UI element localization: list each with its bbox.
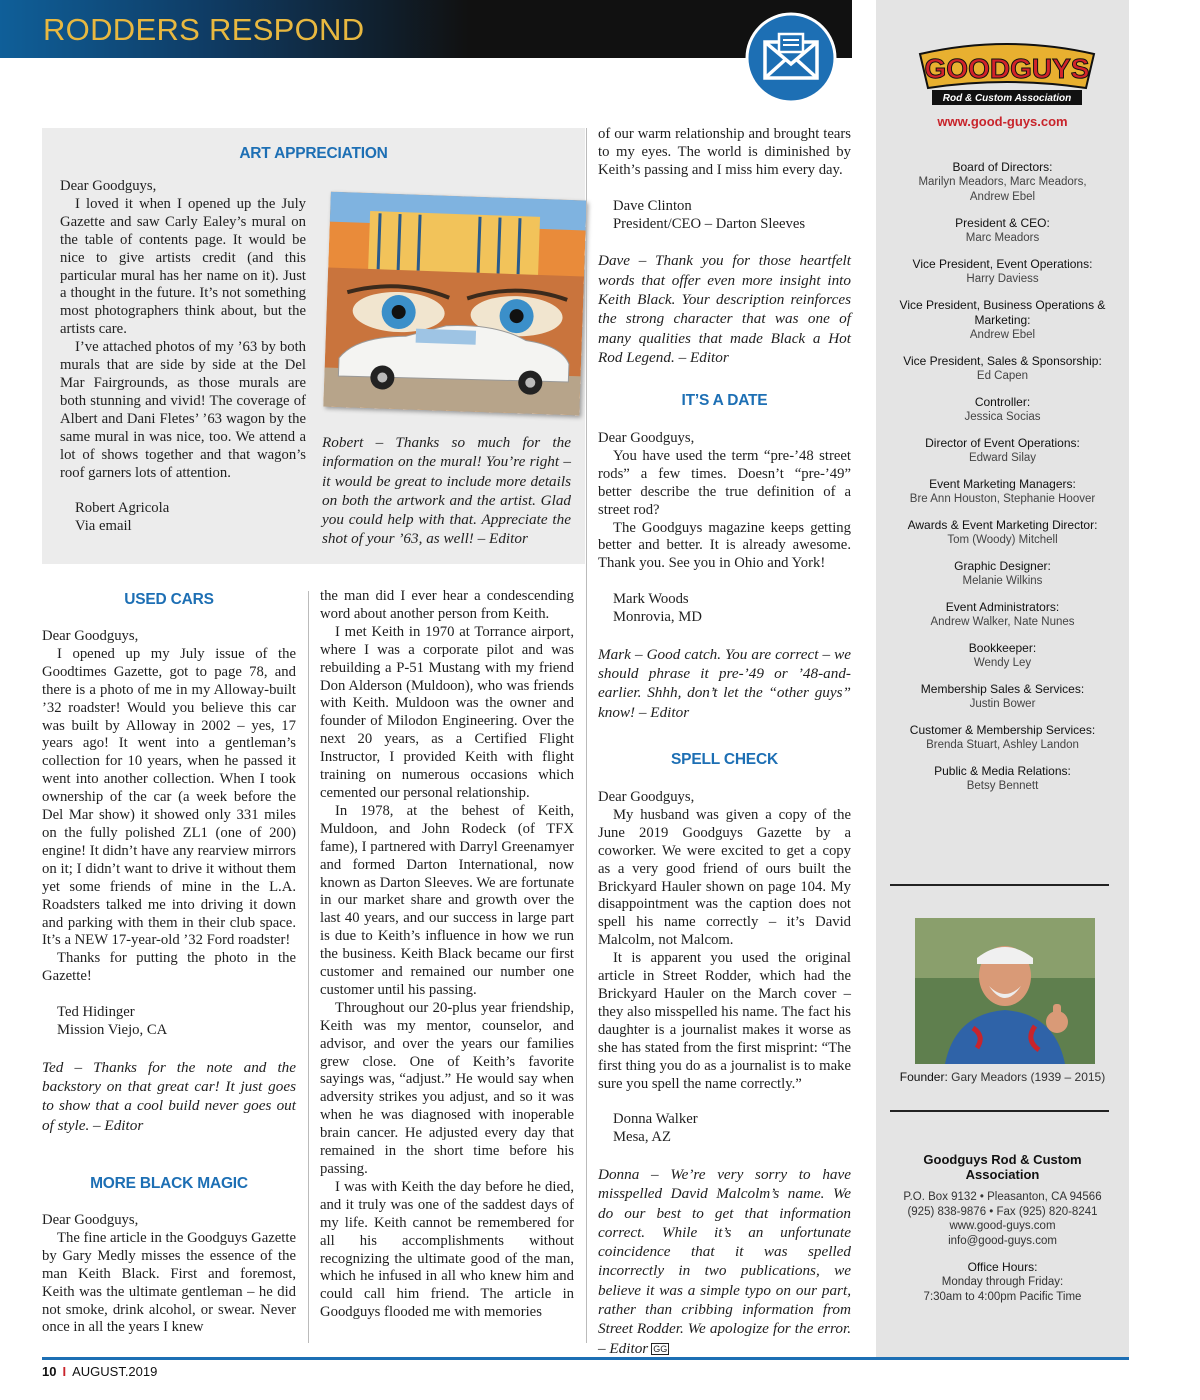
association-url[interactable]: www.good-guys.com [949, 1220, 1056, 1232]
salutation: Dear Goodguys, [42, 628, 139, 644]
page-footer [42, 1364, 157, 1379]
staff-role: Vice President, Event Operations: [912, 257, 1093, 271]
logo-subtitle: Rod & Custom Association [942, 93, 1072, 104]
paragraph: I met Keith in 1970 at Torrance airport, where I was a corporate pilot and was rebuilding a P-51 Mustang with my friend Don Alderson (Muldoon), who was friends with Keith. Muldoon was the owner and founder of Milodon Engineering. Over the next 20 years, as a Certified Flight Instructor, I provided Keith with flight training on numerous occasions which cemented our personal relationship. [320, 623, 574, 801]
staff-entry [876, 682, 1129, 712]
staff-names: Ed Capen [976, 370, 1029, 382]
association-contact [876, 1152, 1129, 1304]
paragraph: I was with Keith the day before he died, and it truly was one of the saddest days of my life. Keith cannot be remembered for all his accomplishments without recognizing the ultimate good of the man, which he infused in all who knew him and could call him friend. The article in Goodguys flooded me with memories [320, 1178, 574, 1321]
paragraph: Throughout our 20-plus year friendship, Keith was my mentor, counselor, and advisor, and over the years our families grew close. One of Keith’s favorite sayings was, “adjust.” He would say when adversity strikes you adjust, and so it was when he was diagnosed with inoperable brain cancer. He adjusted every day that remained in the short time before his passing. [320, 999, 574, 1177]
staff-list [876, 160, 1129, 805]
paragraph: Thanks for putting the photo in the Gazette! [42, 950, 296, 985]
staff-role: Director of Event Operations: [925, 436, 1080, 450]
reply-art-appreciation: Robert – Thanks so much for the information on the mural! You’re right – it would be great to include more details on both the artwork and the artist. Glad you could help with that. Appreciate the shot of your ’63, as well! – Editor [322, 434, 571, 548]
divider [890, 1110, 1109, 1112]
staff-entry [876, 600, 1129, 630]
paragraph: I opened up my July issue of the Goodtimes Gazette, got to page 78, and there is a photo of me in my Alloway-built ’32 roadster! Would you believe this car was built by Alloway in 2002 – yes, 17 years ago! It went into a gentleman’s collection for 10 years, when he passed it went into another collection. When I took ownership of the car (a week before the Del Mar show) it showed only 331 miles on the fully polished ZL1 (one of 200) engine! It didn’t have any rearview mirrors on it; I didn’t want to drive it without them yet some friends of mine in the L.A. Roadsters talked me into driving it down and parking with them in their club space. It’s a NEW 17-year-old ’32 Ford roadster! [42, 645, 296, 949]
paragraph: The Goodguys magazine keeps getting better and better. It is already awesome. Thank you. See you in Ohio and York! [598, 519, 851, 572]
staff-entry [876, 354, 1129, 384]
staff-entry [876, 723, 1129, 753]
goodguys-logo [914, 40, 1100, 108]
staff-role: Customer & Membership Services: [909, 723, 1096, 737]
column-divider [308, 591, 309, 1343]
salutation: Dear Goodguys, [598, 789, 695, 805]
office-hours-time: 7:30am to 4:00pm Pacific Time [923, 1290, 1082, 1303]
staff-names: Brenda Stuart, Ashley Landon [926, 739, 1079, 751]
signature-location: Mission Viejo, CA [57, 1021, 168, 1038]
header-bar [0, 0, 852, 58]
signature-location: Mesa, AZ [613, 1129, 671, 1146]
gg-logo-icon: GG [653, 1343, 668, 1354]
staff-role: Graphic Designer: [954, 559, 1051, 573]
reply-used-cars: Ted – Thanks for the note and the backstory on that great car! It just goes to show that a cool build never goes out of style. – Editor [42, 1058, 296, 1134]
staff-role: Vice President, Business Operations & Marketing: [899, 298, 1106, 327]
association-name: Goodguys Rod & Custom Association [923, 1152, 1082, 1182]
section-title: RODDERS RESPOND [43, 12, 365, 47]
staff-entry [876, 257, 1129, 287]
staff-names: Wendy Ley [973, 657, 1032, 669]
paragraph: The fine article in the Goodguys Gazette by Gary Medly misses the essence of the man Keith Black. First and foremost, Keith was the ultimate gentleman – he did not smoke, drink alcohol, or swear. Never once in all the years I knew [42, 1229, 296, 1336]
paragraph: My husband was given a copy of the June 2019 Goodguys Gazette by a coworker. We were excited to get a copy as a very good friend of ours built the Brickyard Hauler shown on page 104. My disappointment was the caption does not spell his name correctly – it’s David Malcolm, not Malcom. [598, 806, 851, 949]
staff-names: Betsy Bennett [966, 780, 1039, 792]
page-number: 10 [42, 1364, 57, 1379]
letter-more-black-magic-part1 [42, 1212, 296, 1337]
staff-names: Harry Daviess [966, 273, 1039, 285]
staff-role: Board of Directors: [952, 160, 1053, 174]
staff-role: President & CEO: [955, 216, 1050, 230]
staff-role: Awards & Event Marketing Director: [907, 518, 1098, 532]
divider [890, 884, 1109, 886]
staff-entry [876, 764, 1129, 794]
staff-names: Edward Silay [968, 452, 1037, 464]
office-hours-title: Office Hours: [967, 1260, 1038, 1274]
salutation: Dear Goodguys, [60, 178, 157, 194]
letter-more-black-magic-part3 [598, 126, 851, 367]
paragraph: It is apparent you used the original article in Street Rodder, which had the Brickyard Hauler on the March cover – they also misspelled his name. The fact his daughter is a journalist makes it worse as she has stated from the first misprint: “The first thing you do as a journalist is to make sure you spell the name correctly.” [598, 950, 851, 1092]
staff-role: Event Marketing Managers: [929, 477, 1076, 491]
logo-wordmark: GOODGUYS [924, 53, 1090, 84]
heading-used-cars: USED CARS [124, 591, 214, 608]
association-address: P.O. Box 9132 • Pleasanton, CA 94566 [903, 1191, 1102, 1203]
staff-names: Jessica Socias [964, 411, 1041, 423]
staff-entry [876, 641, 1129, 671]
staff-entry [876, 216, 1129, 246]
staff-role: Controller: [974, 395, 1031, 409]
letter-spell-check [598, 789, 851, 1358]
signature-name: Dave Clinton [613, 197, 692, 214]
signature-name: Mark Woods [613, 591, 689, 608]
paragraph: In 1978, at the behest of Keith, Muldoon, and John Rodeck (of TFX fame), I partnered with Darryl Greenamyer and formed Darton International, now known as Darton Sleeves. We are fortunate in our market share and growth over the last 40 years, and our success in large part is due to Keith’s influence in how we run the business. Keith Black became our first customer and remained our number one customer until his passing. [320, 802, 574, 998]
issue-date: AUGUST.2019 [72, 1364, 158, 1379]
letter-art-appreciation [60, 178, 306, 536]
masthead-sidebar [876, 0, 1129, 1358]
staff-role: Bookkeeper: [968, 641, 1037, 655]
reply-more-black-magic: Dave – Thank you for those heartfelt words that offer even more insight into Keith Black. Your description reinforces the strong character that was one of many qualities that made Black a Hot Rod Legend. – Editor [598, 252, 851, 366]
staff-entry [876, 395, 1129, 425]
envelope-icon [745, 12, 837, 104]
reply-spell-check [598, 1165, 851, 1358]
staff-entry [876, 559, 1129, 589]
staff-entry [876, 477, 1129, 507]
founder-label: Founder: [899, 1070, 948, 1084]
founder-caption [876, 1070, 1129, 1084]
salutation: Dear Goodguys, [598, 430, 695, 446]
heading-its-a-date: IT’S A DATE [681, 392, 768, 409]
staff-names: Bre Ann Houston, Stephanie Hoover [909, 493, 1096, 505]
letter-its-a-date [598, 430, 851, 722]
paragraph: I’ve attached photos of my ’63 by both murals that are side by side at the Del Mar Fairgrounds, as those murals are both stunning and vivid! The coverage of Albert and Dani Fletes’ ’63 wagon by the same mural in was nice, too. We attend a lot of shows together and that wagon’s roof garners lots of attention. [60, 339, 306, 481]
website-url[interactable]: www.good-guys.com [937, 114, 1068, 129]
letter-used-cars [42, 628, 296, 1135]
staff-names: Andrew Walker, Nate Nunes [930, 616, 1075, 628]
paragraph: the man did I ever hear a condescending word about another person from Keith. [320, 588, 574, 622]
founder-name: Gary Meadors (1939 – 2015) [951, 1070, 1106, 1084]
staff-role: Membership Sales & Services: [920, 682, 1085, 696]
heading-more-black-magic: MORE BLACK MAGIC [90, 1175, 248, 1192]
signature-name: Ted Hidinger [57, 1004, 135, 1021]
signature-location: Monrovia, MD [613, 609, 702, 626]
staff-role: Event Administrators: [945, 600, 1060, 614]
association-email[interactable]: info@good-guys.com [948, 1234, 1057, 1247]
staff-entry [876, 160, 1129, 205]
staff-names: Andrew Ebel [969, 329, 1036, 341]
reply-text: Donna – We’re very sorry to have misspelled David Malcolm’s name. We do our best to get that information correct. While it’s an unfortunate coincidence that it was spelled incorrectly in two publications, we believe it was a simple typo on our part, rather than cribbing information from Street Rodder. We apologize for the error. – Editor [598, 1166, 851, 1357]
paragraph: You have used the term “pre-’48 street rods” a few times. Doesn’t “pre-’49” better describe the true definition of a street rod? [598, 447, 851, 518]
staff-names: Tom (Woody) Mitchell [947, 534, 1058, 546]
staff-names: Justin Bower [969, 698, 1036, 710]
staff-names: Marc Meadors [965, 232, 1040, 244]
heading-spell-check: SPELL CHECK [671, 751, 778, 768]
signature-name: Robert Agricola [75, 500, 170, 517]
signature-location: Via email [75, 518, 132, 535]
heading-art-appreciation: ART APPRECIATION [239, 145, 388, 162]
reply-its-a-date: Mark – Good catch. You are correct – we should phrase it pre-’49 or ’48-and-earlier. Shhh, don’t let the “other guys” know! – Editor [598, 645, 851, 721]
staff-names: Melanie Wilkins [962, 575, 1043, 587]
founder-photo [915, 918, 1095, 1064]
column-divider [586, 128, 587, 1343]
footer-rule [42, 1357, 1129, 1360]
salutation: Dear Goodguys, [42, 1212, 139, 1228]
staff-entry [876, 518, 1129, 548]
staff-names: Marilyn Meadors, Marc Meadors, Andrew Ebel [918, 176, 1087, 203]
staff-entry [876, 436, 1129, 466]
staff-role: Vice President, Sales & Sponsorship: [903, 354, 1102, 368]
paragraph: I loved it when I opened up the July Gazette and saw Carly Ealey’s mural on the table of contents page. It would be nice to give artists credit (and this particular mural has her name on it). Just a thought in the future. It’s not something most photographers think about, but the artists care. [60, 195, 306, 338]
paragraph: of our warm relationship and brought tears to my eyes. The world is diminished by Keith’s passing and I miss him every day. [598, 126, 851, 178]
association-phone: (925) 838-9876 • Fax (925) 820-8241 [907, 1205, 1098, 1218]
staff-entry [876, 298, 1129, 343]
letter-more-black-magic-part2 [320, 588, 574, 1322]
signature-location: President/CEO – Darton Sleeves [613, 215, 806, 232]
signature-name: Donna Walker [613, 1111, 698, 1128]
mural-photo [323, 192, 586, 416]
office-hours-days: Monday through Friday: [941, 1276, 1064, 1288]
footer-separator: I [62, 1364, 67, 1379]
staff-role: Public & Media Relations: [934, 764, 1071, 778]
